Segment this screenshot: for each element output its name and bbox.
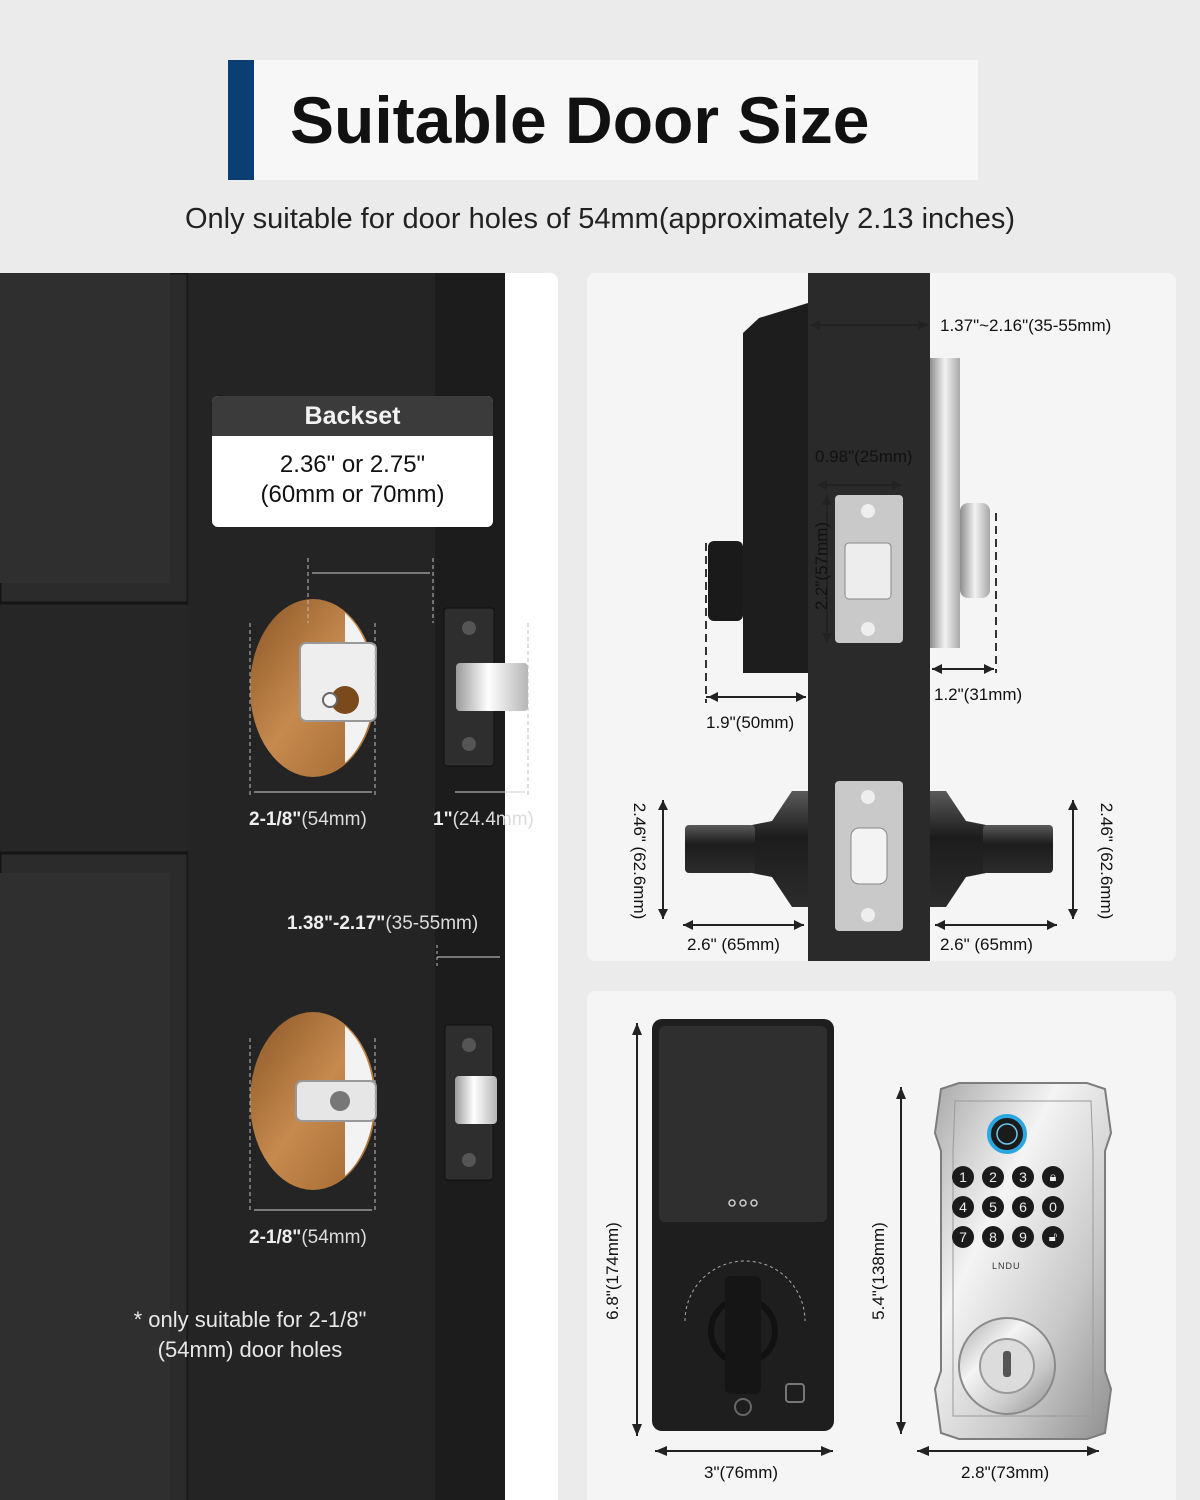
title-accent-bar — [228, 60, 254, 180]
unlock-key-icon[interactable]: 🔓︎ — [1042, 1226, 1064, 1248]
front-view-panel — [587, 991, 1176, 1500]
side-view-panel — [587, 273, 1176, 961]
handle-length-right: 2.6" (65mm) — [940, 935, 1033, 954]
key-8[interactable]: 8 — [982, 1226, 1004, 1248]
key-9[interactable]: 9 — [1012, 1226, 1034, 1248]
title-bar — [228, 60, 978, 180]
page-title: Suitable Door Size — [290, 83, 870, 157]
interior-width-label: 3"(76mm) — [704, 1463, 779, 1482]
backset-inches: 2.36" or 2.75" — [279, 451, 426, 478]
interior-depth-label: 1.2"(31mm) — [934, 685, 1023, 704]
note-line-1: * only suitable for 2-1/8" — [133, 1307, 367, 1332]
interior-height-label: 6.8"(174mm) — [603, 1222, 622, 1320]
backset-card — [212, 396, 493, 527]
backset-label: Backset — [212, 396, 493, 436]
key-6[interactable]: 6 — [1012, 1196, 1034, 1218]
door-hole-note — [70, 1305, 430, 1365]
backset-mm: (60mm or 70mm) — [260, 481, 445, 508]
handle-height-right: 2.46" (62.6mm) — [1097, 802, 1116, 920]
key-5[interactable]: 5 — [982, 1196, 1004, 1218]
side-view-illustration — [587, 273, 1176, 961]
key-0[interactable]: 0 — [1042, 1196, 1064, 1218]
key-3[interactable]: 3 — [1012, 1166, 1034, 1188]
key-4[interactable]: 4 — [952, 1196, 974, 1218]
latch-width-label: 0.98"(25mm) — [815, 447, 913, 466]
handle-length-left: 2.6" (65mm) — [687, 935, 780, 954]
note-line-2: (54mm) door holes — [157, 1337, 343, 1362]
keypad-height-label: 5.4"(138mm) — [869, 1222, 888, 1320]
page-subtitle: Only suitable for door holes of 54mm(approximately 2.13 inches) — [184, 203, 1016, 235]
brand-logo: LNDU — [992, 1261, 1021, 1271]
latch-height-label: 2.2"(57mm) — [812, 521, 831, 611]
key-1[interactable]: 1 — [952, 1166, 974, 1188]
hole-diameter-top: 2-1/8"(54mm) — [249, 809, 367, 830]
handle-height-left: 2.46" (62.6mm) — [630, 802, 649, 920]
keypad-width-label: 2.8"(73mm) — [961, 1463, 1050, 1482]
hole-diameter-bottom: 2-1/8"(54mm) — [249, 1227, 367, 1248]
exterior-depth-label: 1.9"(50mm) — [706, 713, 795, 732]
key-7[interactable]: 7 — [952, 1226, 974, 1248]
latch-face-width: 1"(24.4mm) — [433, 809, 534, 830]
door-thickness-label: 1.37"~2.16"(35-55mm) — [940, 316, 1112, 335]
keypad-grid — [952, 1166, 1068, 1248]
lock-key-icon[interactable]: 🔒︎ — [1042, 1166, 1064, 1188]
door-thickness-range: 1.38"-2.17"(35-55mm) — [287, 913, 479, 934]
key-2[interactable]: 2 — [982, 1166, 1004, 1188]
